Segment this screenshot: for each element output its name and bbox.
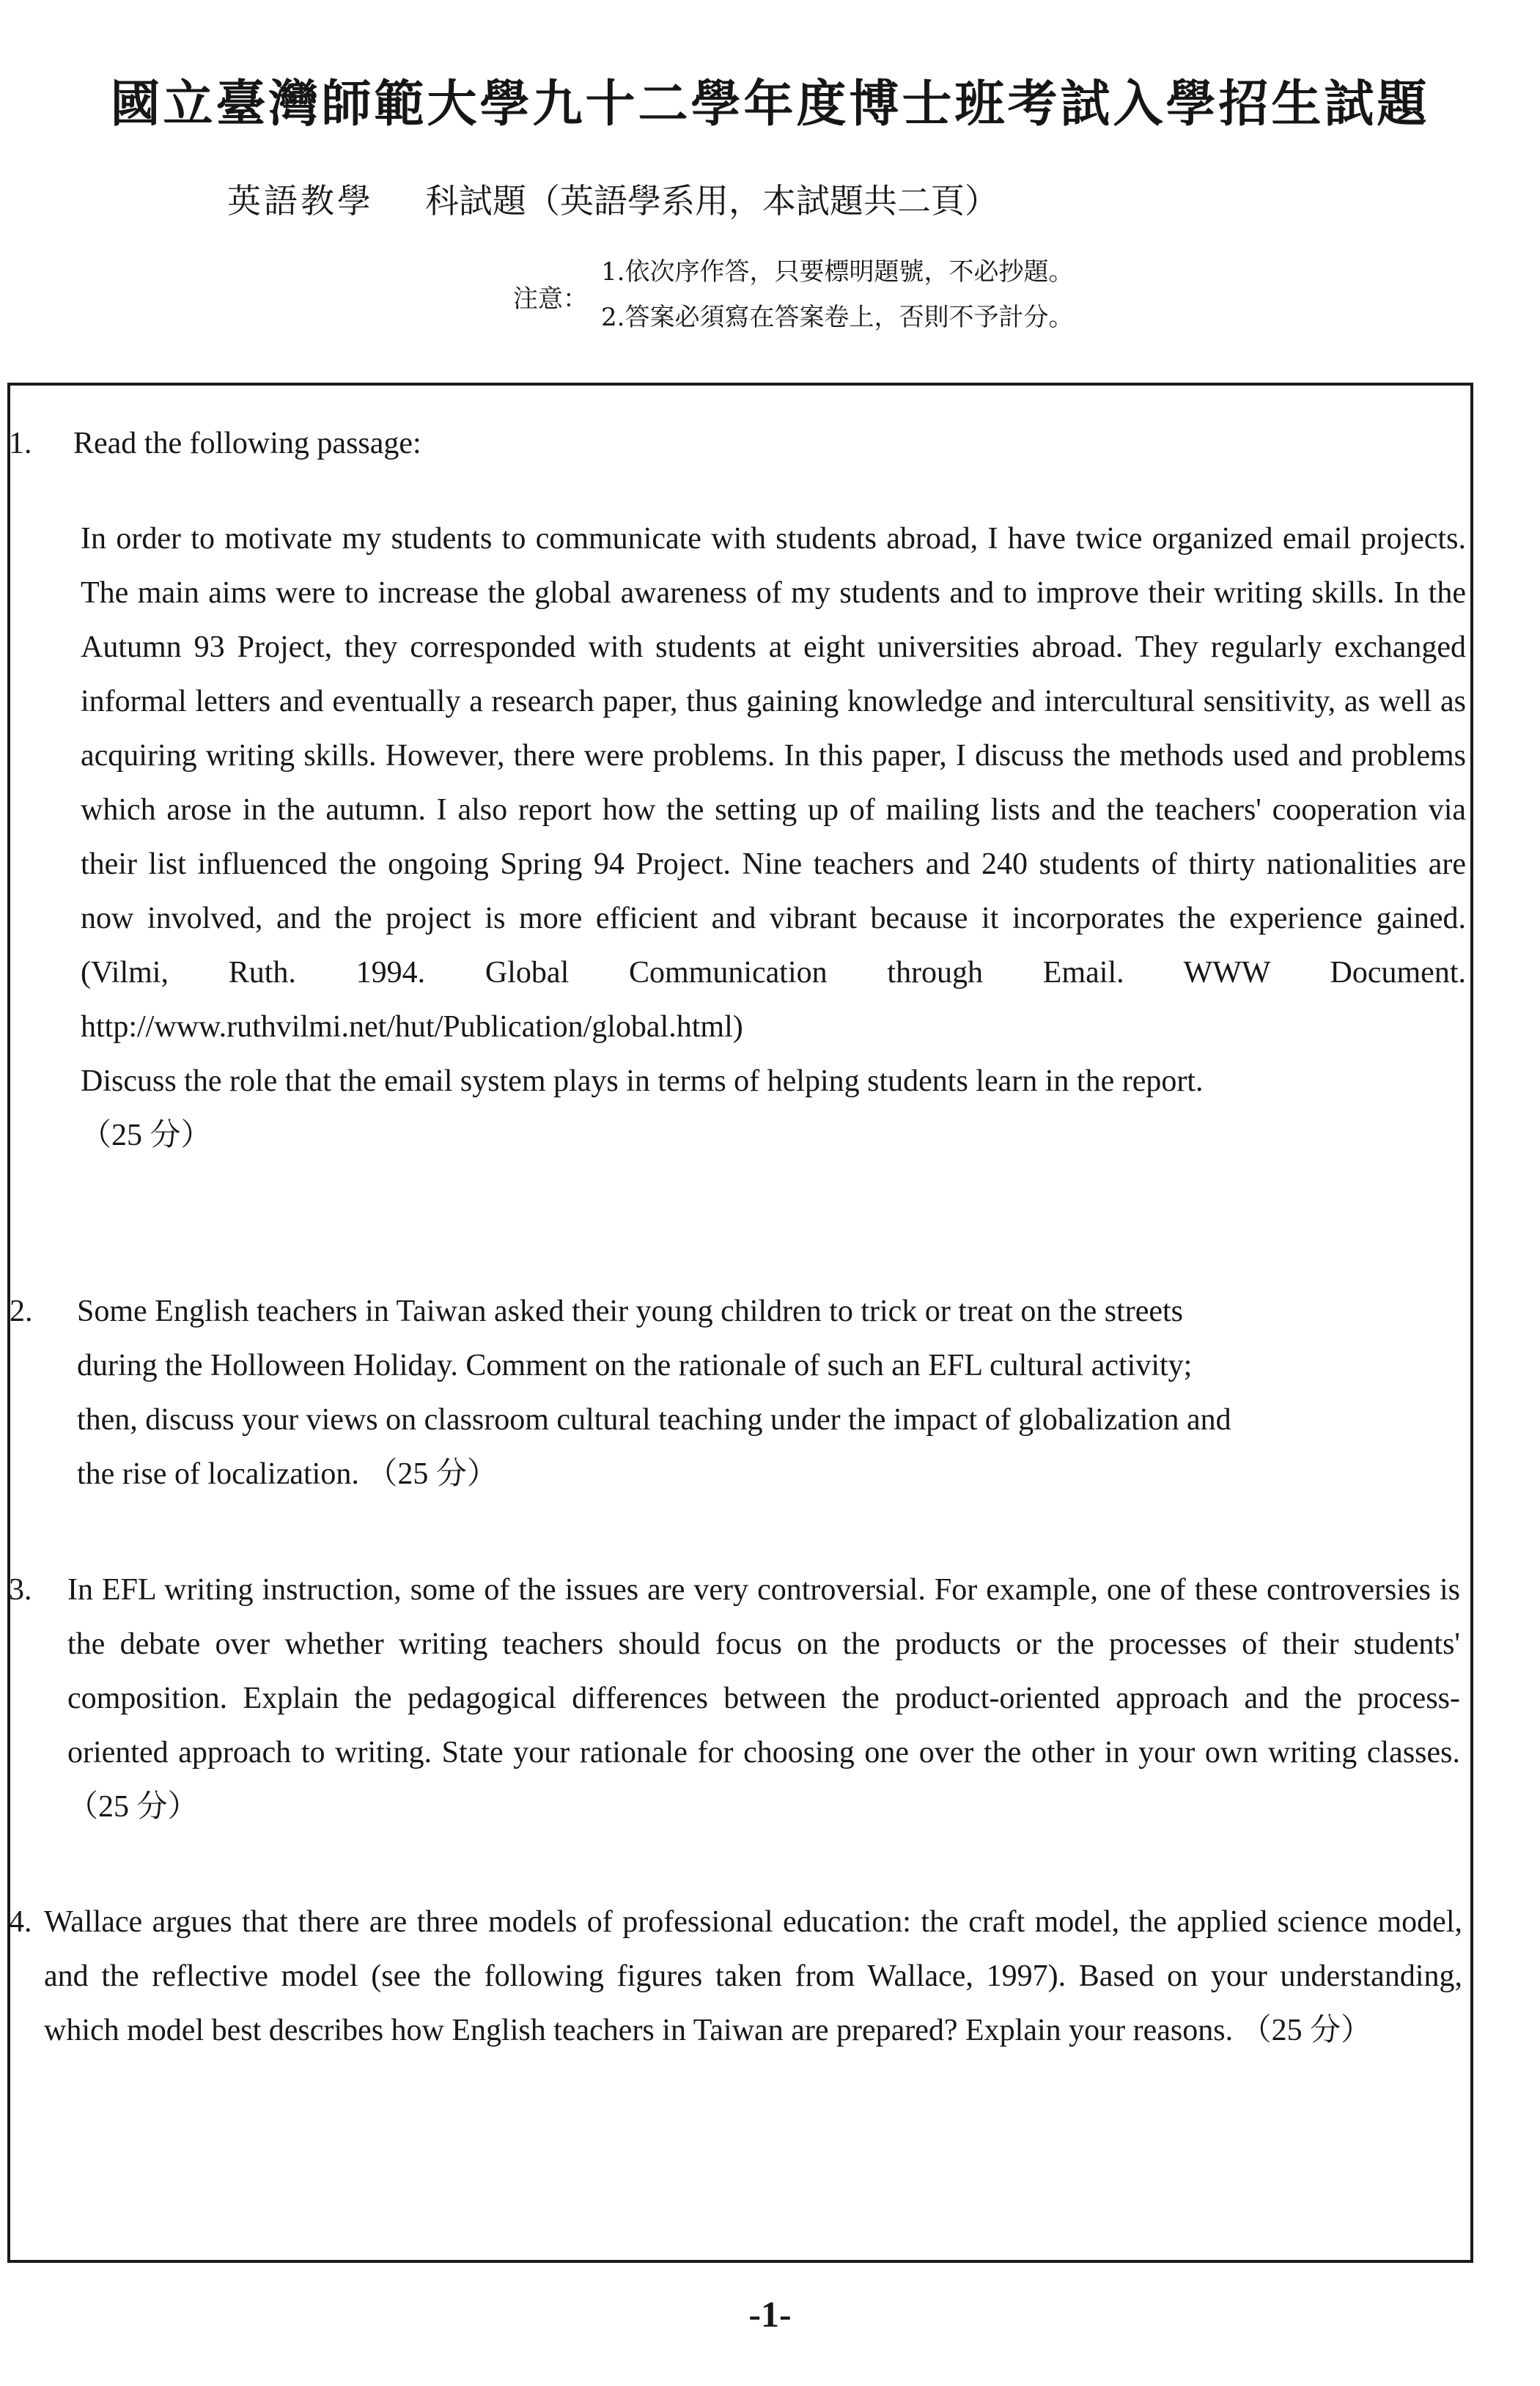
question-2	[10, 1284, 1250, 1501]
question-number: 2.	[10, 1295, 33, 1328]
question-score: （25 分）	[1240, 2014, 1372, 2047]
question-score: （25 分）	[366, 1457, 498, 1491]
question-body: In EFL writing instruction, some of the issues are very controversial. For example, one of these controversies is the debate over whether writing teachers should focus on the products or the processes of their students' composition. Explain the pedagogical differences between the product-oriented approach and the process-oriented approach to writing. State your rationale for choosing one over the other in your own writing classes.	[67, 1573, 1460, 1770]
subject-suffix: 科試題（英語學系用，本試題共二頁）	[425, 181, 998, 221]
question-number: 3.	[9, 1573, 32, 1607]
question-passage: In order to motivate my students to communicate with students abroad, I have twice organized email projects. The main aims were to increase the global awareness of my students and to improve their writing skills. In the Autumn 93 Project, they corresponded with students at eight universities abroad. They regularly exchanged informal letters and eventually a research paper, thus gaining knowledge and intercultural sensitivity, as well as acquiring writing skills. However, there were problems. In this paper, I discuss the methods used and problems which arose in the autumn. I also report how the setting up of mailing lists and the teachers' cooperation via their list influenced the ongoing Spring 94 Project. Nine teachers and 240 students of thirty nationalities are now involved, and the project is more efficient and vibrant because it incorporates the experience gained. (Vilmi, Ruth. 1994. Global Communication through Email. WWW Document. http://www.ruthvilmi.net/hut/Publication/global.html)	[81, 522, 1466, 1044]
question-1	[9, 416, 1466, 1163]
question-number: 1.	[9, 427, 32, 460]
exam-subtitle	[227, 174, 998, 223]
question-text	[67, 1563, 1460, 1834]
question-prompt: Discuss the role that the email system plays in terms of helping students learn in the report.	[81, 1064, 1204, 1098]
question-text	[77, 1284, 1250, 1501]
question-text	[44, 1895, 1462, 2058]
question-score: （25 分）	[67, 1790, 199, 1824]
question-body: Some English teachers in Taiwan asked their young children to trick or treat on the streets during the Holloween Holiday. Comment on the rationale of such an EFL cultural activity; then, discuss your views on classroom cultural teaching under the impact of globalization and the rise of localization.	[77, 1295, 1231, 1491]
question-4	[9, 1895, 1462, 2058]
subject-name: 英語教學	[227, 181, 374, 221]
question-score: （25 分）	[81, 1119, 212, 1152]
question-intro: Read the following passage:	[73, 427, 421, 460]
notes-list	[601, 249, 1073, 340]
note-item: 2.答案必須寫在答案卷上，否則不予計分。	[601, 303, 1074, 332]
question-body: Wallace argues that there are three models of professional education: the craft model, the applied science model, and the reflective model (see the following figures taken from Wallace, 1997). Based on your understanding, which model best describes how English teachers in Taiwan are prepared? Explain your reasons.	[44, 1905, 1462, 2047]
question-number: 4.	[9, 1905, 32, 1939]
note-item: 1.依次序作答，只要標明題號，不必抄題。	[601, 257, 1074, 287]
exam-title: 國立臺灣師範大學九十二學年度博士班考試入學招生試題	[110, 75, 1430, 133]
page-number: -1-	[748, 2294, 792, 2335]
notes-label: 注意：	[513, 284, 588, 314]
question-3	[9, 1563, 1460, 1834]
